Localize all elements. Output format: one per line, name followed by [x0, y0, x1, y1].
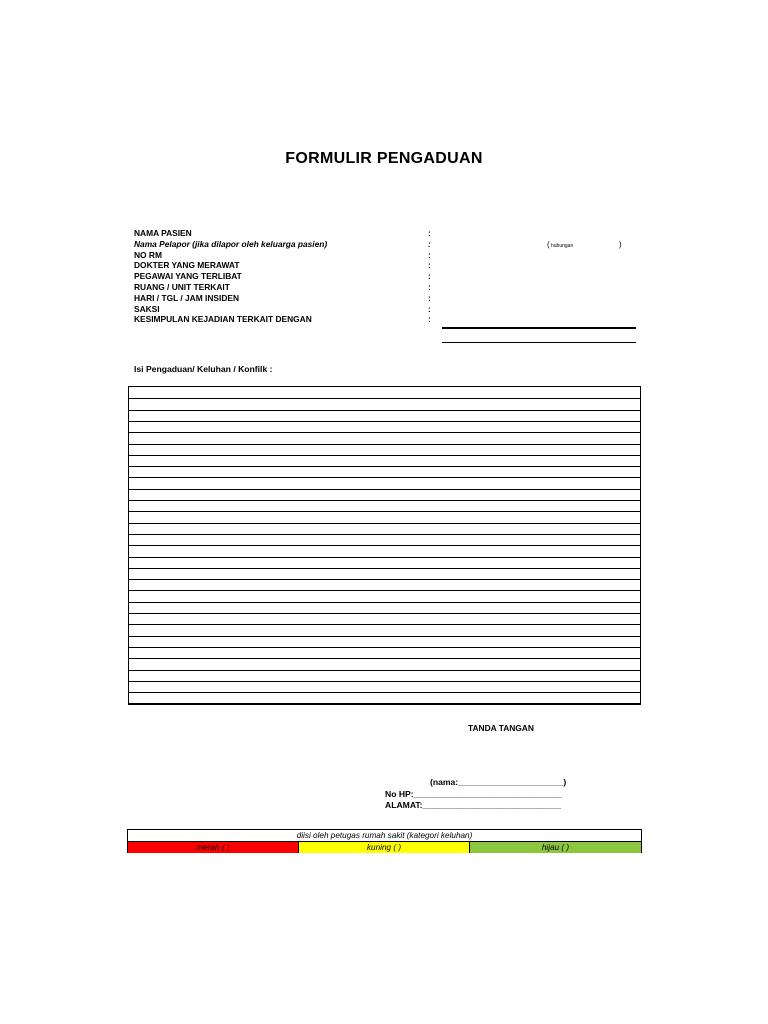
field-attending-doctor — [134, 260, 434, 271]
ruled-line — [129, 477, 640, 478]
field-colon: : — [428, 271, 431, 282]
field-colon: : — [428, 303, 431, 314]
phone-line[interactable]: No HP:_______________________________ — [385, 789, 562, 799]
ruled-line — [129, 511, 640, 512]
ruled-line — [129, 432, 640, 433]
conclusion-line-2[interactable] — [442, 342, 636, 343]
complaint-writing-area[interactable] — [128, 386, 641, 705]
field-colon: : — [428, 228, 431, 238]
field-witness — [134, 304, 434, 315]
field-incident-datetime — [134, 293, 434, 304]
field-label: RUANG / UNIT TERKAIT — [134, 281, 230, 292]
field-label: Nama Pelapor (jika dilapor oleh keluarga pasien) — [134, 238, 328, 249]
field-colon: : — [428, 281, 431, 292]
ruled-line — [129, 681, 640, 682]
ruled-line — [129, 590, 640, 591]
complaint-section-label: Isi Pengaduan/ Keluhan / Konfilk : — [134, 364, 273, 374]
field-reporter-name — [134, 239, 434, 250]
ruled-line — [129, 568, 640, 569]
ruled-line — [129, 557, 640, 558]
field-label: HARI / TGL / JAM INSIDEN — [134, 292, 240, 303]
ruled-line — [129, 421, 640, 422]
category-yellow[interactable]: kuning ( ) — [299, 842, 470, 853]
ruled-line — [129, 624, 640, 625]
ruled-line — [129, 545, 640, 546]
ruled-line — [129, 500, 640, 501]
signature-title: TANDA TANGAN — [468, 723, 534, 733]
ruled-line — [129, 579, 640, 580]
field-colon: : — [428, 292, 431, 303]
address-line[interactable]: ALAMAT:_____________________________ — [385, 800, 562, 810]
ruled-line — [129, 703, 640, 704]
category-red[interactable]: merah ( ) — [128, 842, 299, 853]
category-header: diisi oleh petugas rumah sakit (kategori keluhan) — [128, 830, 641, 842]
field-label: NO RM — [134, 249, 162, 260]
field-colon: : — [428, 249, 431, 260]
ruled-line — [129, 602, 640, 603]
ruled-line — [129, 523, 640, 524]
relation-hint: hubungan — [551, 243, 574, 249]
field-involved-staff — [134, 271, 434, 282]
ruled-line — [129, 636, 640, 637]
field-label: KESIMPULAN KEJADIAN TERKAIT DENGAN — [134, 314, 312, 325]
field-incident-conclusion — [134, 314, 434, 325]
ruled-line — [129, 466, 640, 467]
field-patient-name — [134, 228, 434, 239]
field-colon: : — [428, 238, 431, 249]
close-paren: ) — [619, 240, 622, 249]
reporter-relation-field[interactable] — [547, 240, 627, 252]
name-line[interactable]: (nama:______________________) — [430, 777, 567, 787]
ruled-line — [129, 658, 640, 659]
ruled-line — [129, 534, 640, 535]
ruled-line — [129, 455, 640, 456]
patient-fields — [134, 228, 434, 325]
open-paren: ( — [547, 240, 550, 249]
ruled-line — [129, 613, 640, 614]
field-label: PEGAWAI YANG TERLIBAT — [134, 271, 242, 282]
form-title: FORMULIR PENGADUAN — [285, 150, 483, 167]
field-label: DOKTER YANG MERAWAT — [134, 260, 240, 271]
field-label: SAKSI — [134, 303, 160, 314]
category-green[interactable]: hijau ( ) — [470, 842, 641, 853]
ruled-line — [129, 410, 640, 411]
conclusion-line-1[interactable] — [442, 327, 636, 329]
ruled-line — [129, 444, 640, 445]
ruled-line — [129, 670, 640, 671]
ruled-line — [129, 692, 640, 693]
ruled-line — [129, 489, 640, 490]
ruled-line — [129, 398, 640, 399]
field-label: NAMA PASIEN — [134, 228, 192, 238]
complaint-category-table — [127, 829, 642, 853]
field-colon: : — [428, 260, 431, 271]
ruled-line — [129, 647, 640, 648]
field-related-unit — [134, 282, 434, 293]
field-colon: : — [428, 314, 431, 325]
field-medical-record-number — [134, 250, 434, 261]
